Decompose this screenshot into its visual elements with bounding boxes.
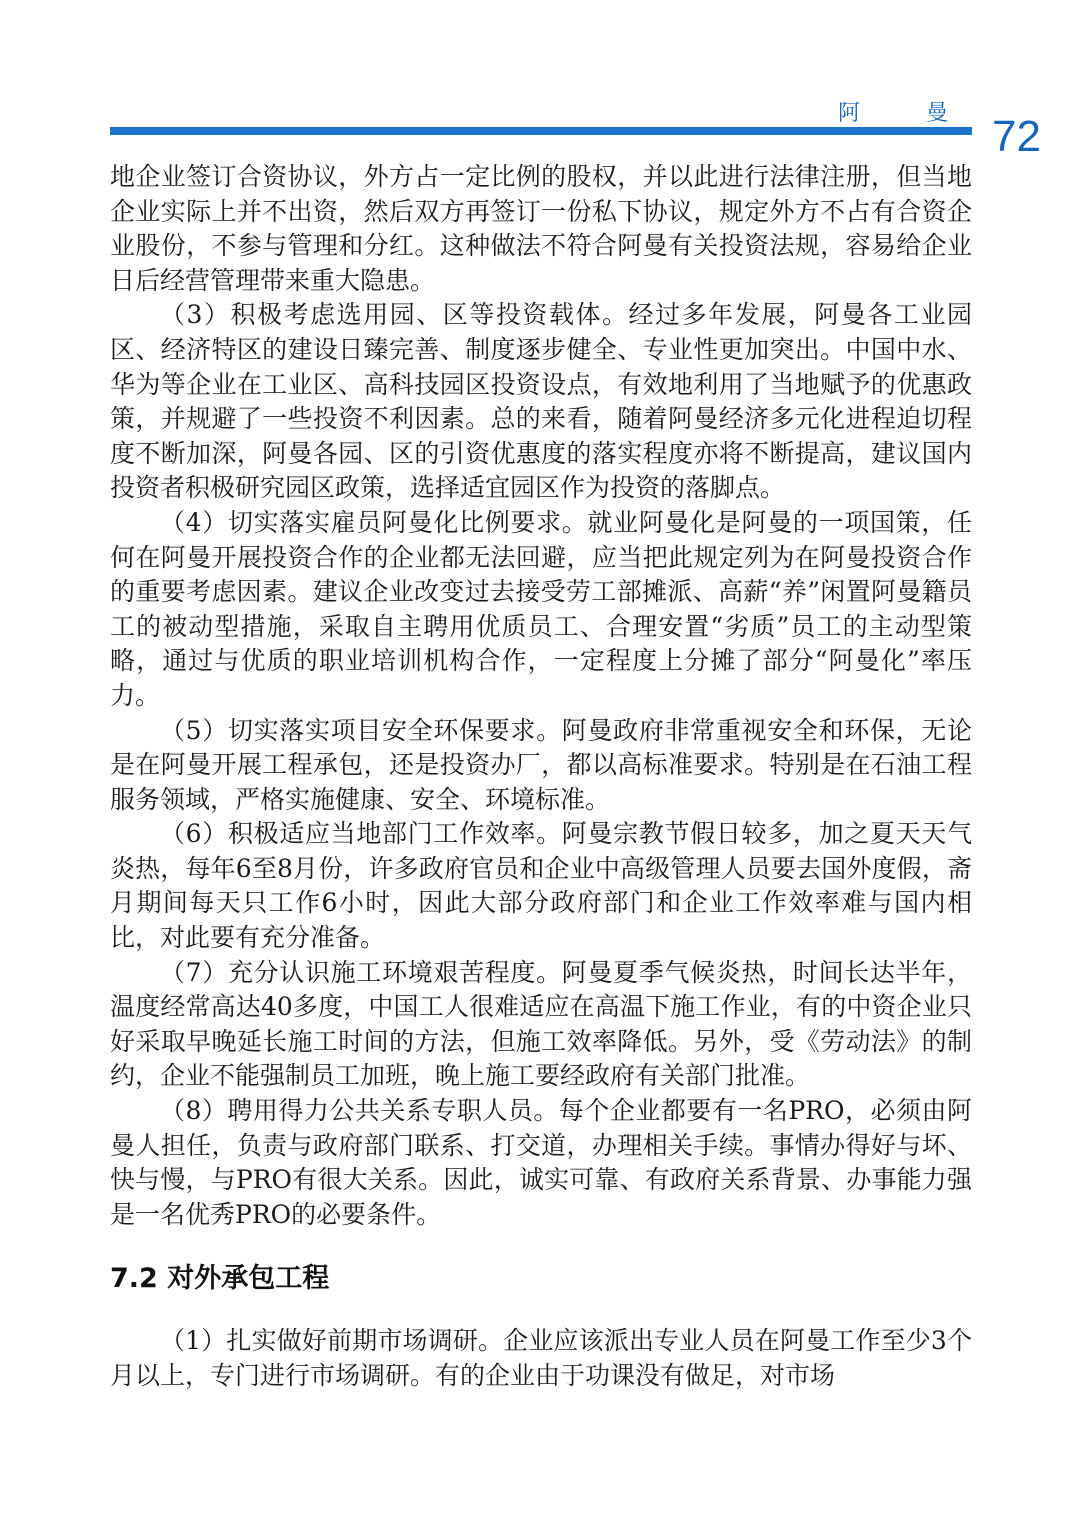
section-paragraph-item-1: （1）扎实做好前期市场调研。企业应该派出专业人员在阿曼工作至少3个月以上，专门进行市场调研。有的企业由于功课没有做足，对市场	[110, 1326, 972, 1390]
paragraph-item-3: （3）积极考虑选用园、区等投资载体。经过多年发展，阿曼各工业园区、经济特区的建设日臻完善、制度逐步健全、专业性更加突出。中国中水、华为等企业在工业区、高科技园区投资设点，有效地利用了当地赋予的优惠政策，并规避了一些投资不利因素。总的来看，随着阿曼经济多元化进程迫切程度不断加深，阿曼各园、区的引资优惠度的落实程度亦将不断提高，建议国内投资者积极研究园区政策，选择适宜园区作为投资的落脚点。	[110, 300, 972, 503]
paragraph-item-4: （4）切实落实雇员阿曼化比例要求。就业阿曼化是阿曼的一项国策，任何在阿曼开展投资合作的企业都无法回避，应当把此规定列为在阿曼投资合作的重要考虑因素。建议企业改变过去接受劳工部摊派、高薪“养”闲置阿曼籍员工的被动型措施，采取自主聘用优质员工、合理安置“劣质”员工的主动型策略，通过与优质的职业培训机构合作，一定程度上分摊了部分“阿曼化”率压力。	[110, 507, 972, 710]
header-rule	[110, 127, 972, 135]
section-heading: 7.2 对外承包工程	[110, 1263, 330, 1295]
paragraph-item-7: （7）充分认识施工环境艰苦程度。阿曼夏季气候炎热，时间长达半年，温度经常高达40多度，中国工人很难适应在高温下施工作业，有的中资企业只好采取早晚延长施工时间的方法，但施工效率降低。另外，受《劳动法》的制约，企业不能强制员工加班，晚上施工要经政府有关部门批准。	[110, 957, 972, 1091]
paragraph-item-8: （8）聘用得力公共关系专职人员。每个企业都要有一名PRO，必须由阿曼人担任，负责与政府部门联系、打交道，办理相关手续。事情办得好与坏、快与慢，与PRO有很大关系。因此，诚实可靠、有政府关系背景、办事能力强是一名优秀PRO的必要条件。	[110, 1096, 972, 1229]
paragraph-continued: 地企业签订合资协议，外方占一定比例的股权，并以此进行法律注册，但当地企业实际上并不出资，然后双方再签订一份私下协议，规定外方不占有合资企业股份，不参与管理和分红。这种做法不符合阿曼有关投资法规，容易给企业日后经营管理带来重大隐患。	[110, 162, 972, 295]
page-body	[110, 160, 972, 1394]
paragraph-item-6: （6）积极适应当地部门工作效率。阿曼宗教节假日较多，加之夏天天气炎热，每年6至8月份，许多政府官员和企业中高级管理人员要去国外度假，斋月期间每天只工作6小时，因此大部分政府部门和企业工作效率难与国内相比，对此要有充分准备。	[110, 819, 972, 953]
page-number: 72	[992, 112, 1041, 161]
running-header-title: 阿 曼	[837, 101, 970, 126]
paragraph-item-5: （5）切实落实项目安全环保要求。阿曼政府非常重视安全和环保，无论是在阿曼开展工程承包，还是投资办厂，都以高标准要求。特别是在石油工程服务领域，严格实施健康、安全、环境标准。	[110, 715, 972, 814]
